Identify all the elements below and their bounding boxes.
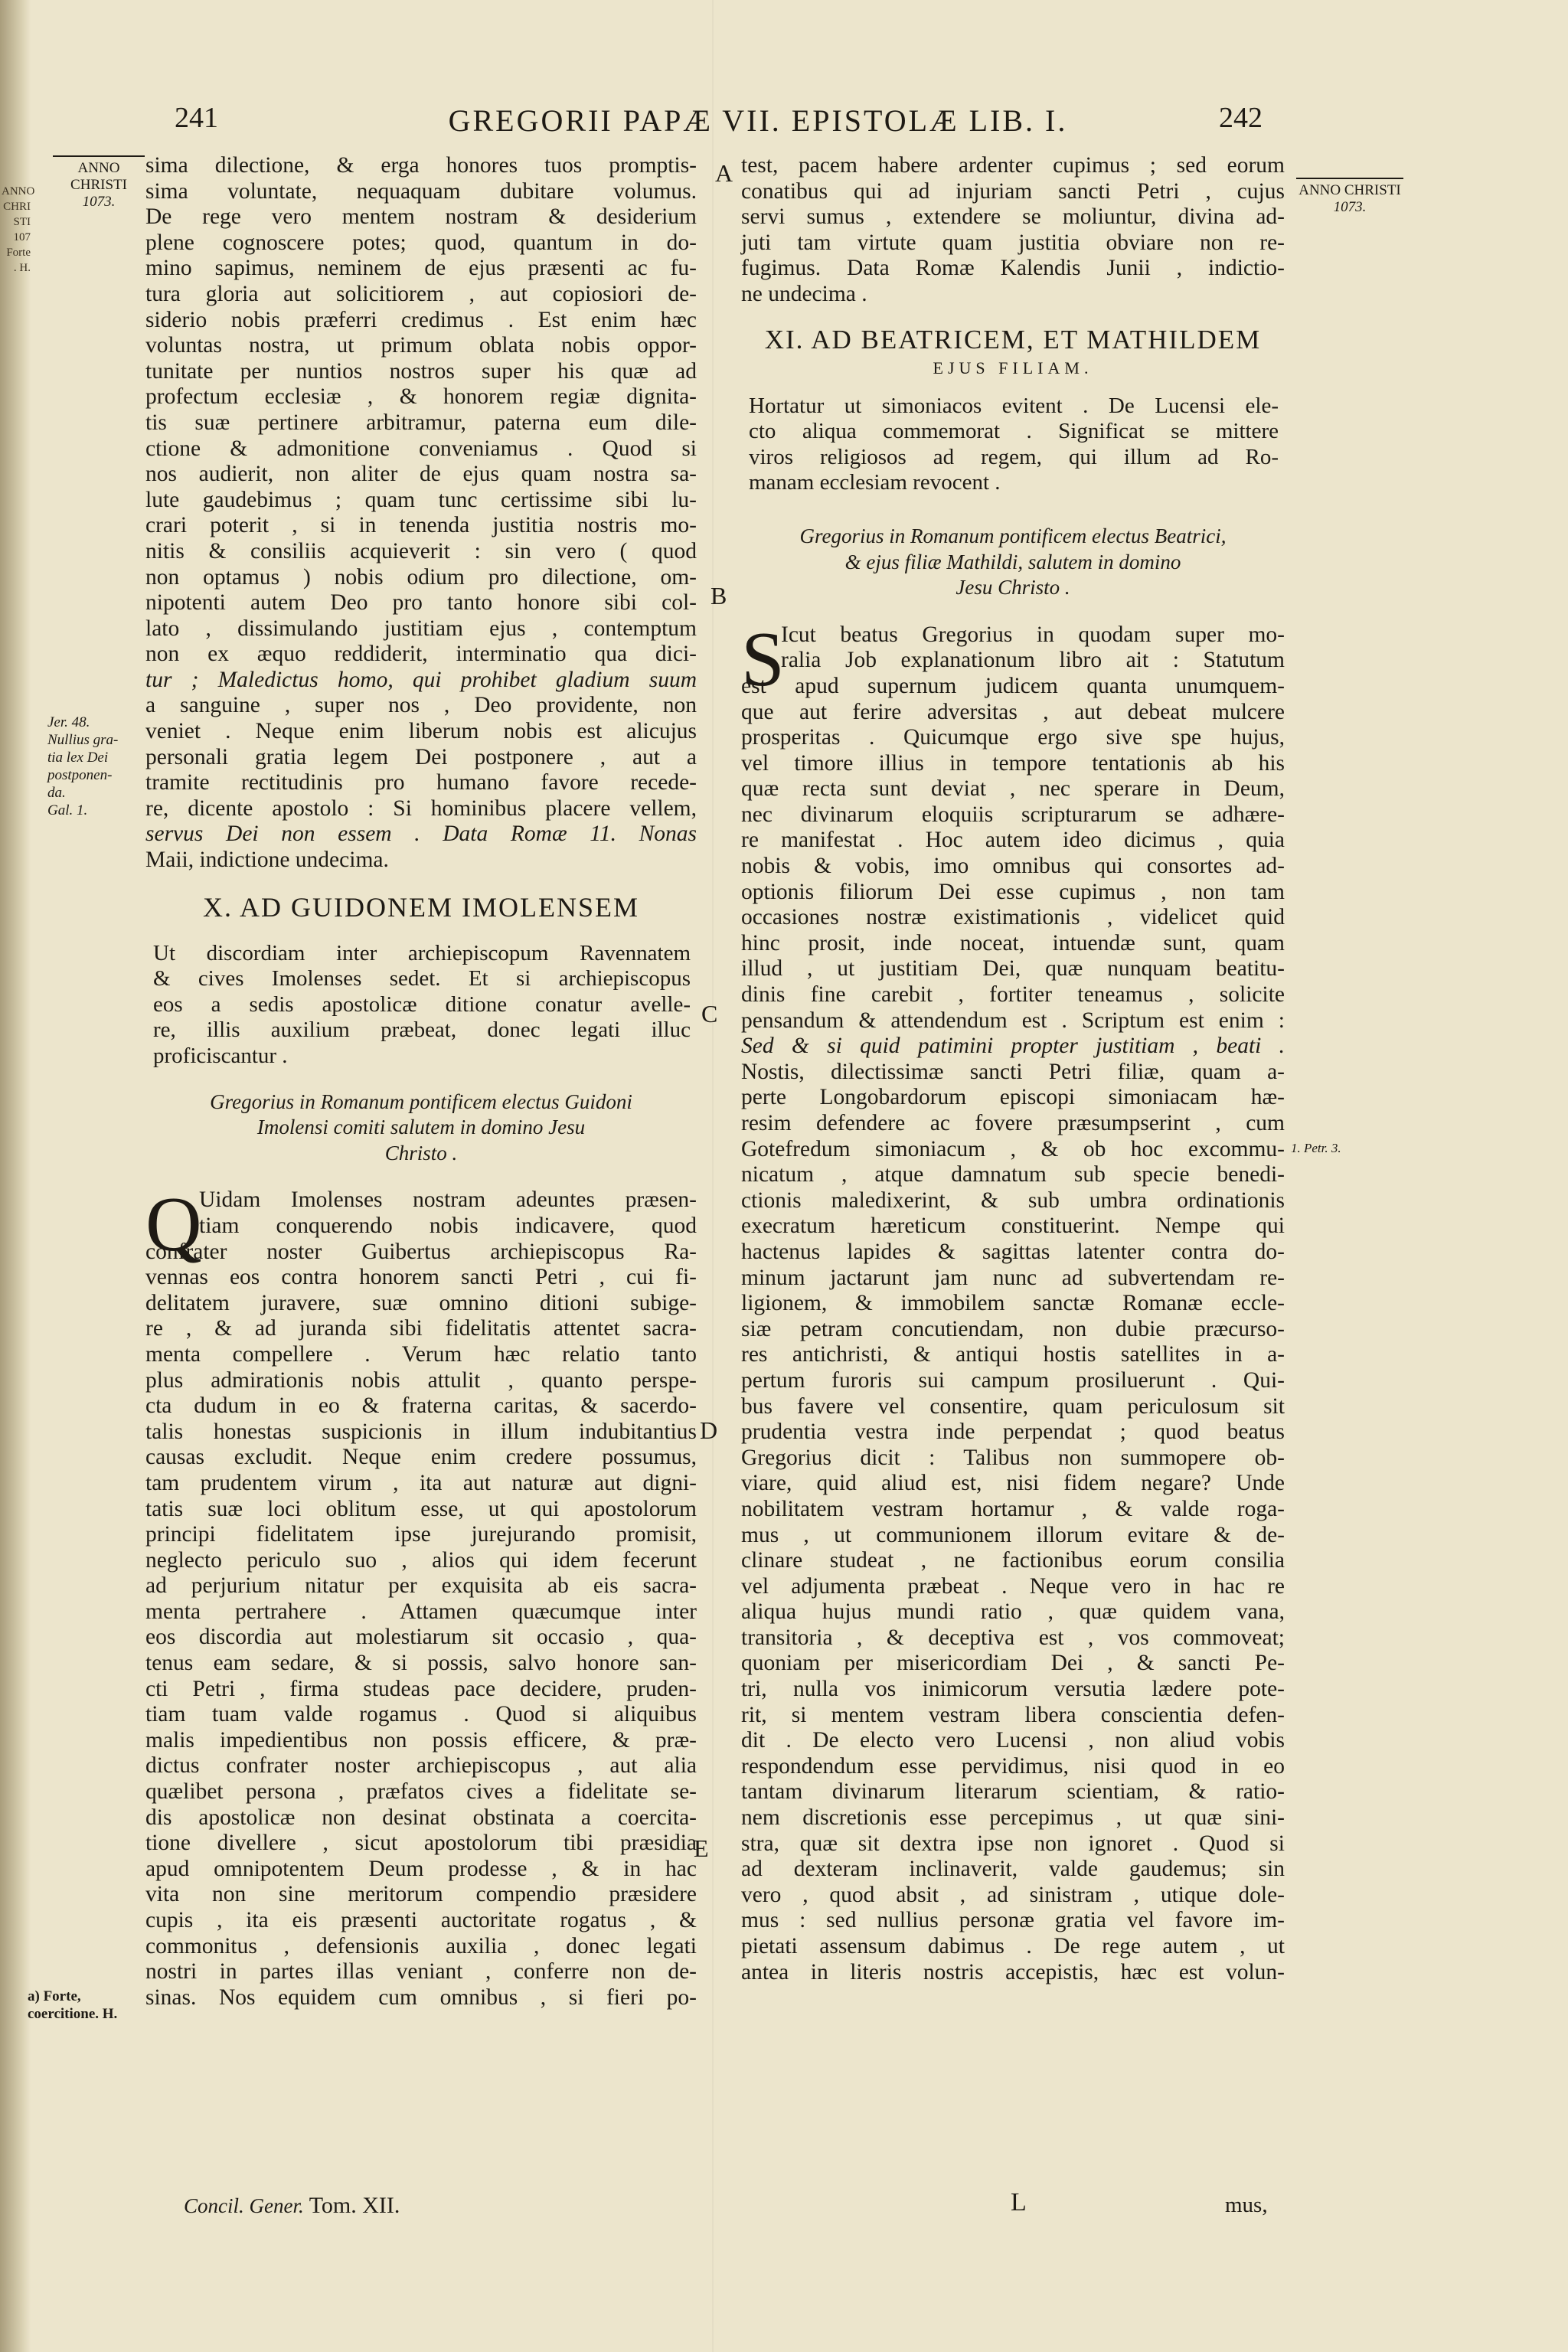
text-line: Nostis, dilectissimæ sancti Petri filiæ, quam a- xyxy=(741,1059,1285,1084)
text-line: plene cognoscere potes; quod, quantum in do- xyxy=(145,230,697,255)
summary-line: eos a sedis apostolicæ ditione conatur avelle- xyxy=(153,991,691,1017)
text-line: dis apostolicæ non desinat obstinata a coercita- xyxy=(145,1805,697,1830)
text-line: lato , dissimulando justitiam ejus , contemptum xyxy=(145,616,697,641)
text-line: sinas. Nos equidem cum omnibus , si fieri po- xyxy=(145,1984,697,2010)
salutation-line: & ejus filiæ Mathildi, salutem in domino xyxy=(844,550,1181,573)
right-column xyxy=(741,153,1285,1985)
text-line: vel adjumenta præbeat . Neque vero in hac re xyxy=(741,1573,1285,1599)
text-line: cti Petri , firma studeas pace decidere, pruden- xyxy=(145,1676,697,1701)
footer-signature-line xyxy=(184,2193,400,2219)
text-line: execratum hæreticum constituerint. Nempe qui xyxy=(741,1214,1285,1239)
text-line: confrater noster Guibertus archiepiscopus Ra- xyxy=(145,1239,697,1264)
text-line: ligionem, & immobilem sanctæ Romanæ eccle- xyxy=(741,1291,1285,1316)
text-line: re, dicente apostolo : Si hominibus placere vellem, xyxy=(145,795,697,821)
text-line: tri, nulla vos inimicorum versutia lædere pote- xyxy=(741,1677,1285,1702)
anno-right-marker xyxy=(1292,178,1407,216)
summary-line: & cives Imolenses sedet. Et si archiepiscopus xyxy=(153,966,691,991)
text-line: mus : sed nullius personæ gratia vel favore im- xyxy=(741,1908,1285,1933)
text-line: tam prudentem virum , ita aut naturæ aut digni- xyxy=(145,1470,697,1495)
text-line: principi fidelitatem ipse jurejurando promisit, xyxy=(145,1522,697,1547)
text-line: tura gloria aut solicitiorem , aut copiosiori de- xyxy=(145,281,697,306)
text-line: causas excludit. Neque enim credere possumus, xyxy=(145,1445,697,1470)
text-line: tenus eam sedare, & si possis, salvo honore san- xyxy=(145,1651,697,1676)
text-line: perte Longobardorum episcopi simoniacam hæ- xyxy=(741,1085,1285,1110)
text-line: pietati assensum dabimus . De rege autem , ut xyxy=(741,1934,1285,1958)
anno-right-year: 1073. xyxy=(1333,199,1367,215)
text-line: re , & ad juranda sibi fidelitatis attentet sacra- xyxy=(145,1316,697,1341)
letter-body-xi xyxy=(741,616,1285,1985)
text-line: occasiones nostræ existimationis , videlicet quid xyxy=(741,905,1285,930)
text-line: eos discordia aut molestiarum sit occasio , qua- xyxy=(145,1625,697,1650)
text-line: tiam tuam valde rogamus . Quod si aliquibus xyxy=(145,1702,697,1727)
salutation-line: Jesu Christo . xyxy=(956,576,1070,599)
salutation-line: Gregorius in Romanum pontificem electus Beatrici, xyxy=(799,524,1227,547)
text-line: hactenus lapides & sagittas latenter contra do- xyxy=(741,1239,1285,1264)
text-line: est apud supernum judicem quanta unumquem- xyxy=(741,673,1285,698)
text-line: prosperitas . Quicumque ergo sive spe hujus, xyxy=(741,725,1285,750)
text-line: Sed & si quid patimini propter justitiam , beati . xyxy=(741,1034,1285,1059)
text-line: vel timore illius in tempore tentationis ab his xyxy=(741,750,1285,776)
text-line: quæ recta sunt deviat , nec sperare in Deum, xyxy=(741,776,1285,802)
text-line: illud , ut justitiam Dei, quæ nunquam beatitu- xyxy=(741,956,1285,982)
text-line: resim defendere ac fovere præsumpserint , cum xyxy=(741,1111,1285,1135)
text-line: tis suæ pertinere arbitramur, paterna eum dile- xyxy=(145,410,697,435)
text-line: re manifestat . Hoc autem ideo dicimus , quia xyxy=(741,828,1285,853)
text-line: aliqua hujus mundi ratio , quæ quidem vana, xyxy=(741,1599,1285,1625)
text-line: nicatum , atque damnatum sub specie benedi- xyxy=(741,1162,1285,1187)
text-line: ctionis maledixerint, & sub umbra ordinationis xyxy=(741,1187,1285,1213)
text-line: res antichristi, & antiqui hostis satellites in a- xyxy=(741,1342,1285,1367)
section-letter-d: D xyxy=(700,1416,718,1444)
summary-line: viros religiosos ad regem, qui illum ad Ro- xyxy=(749,444,1279,469)
anno-right-label: ANNO CHRISTI xyxy=(1298,182,1401,198)
text-line: plus admirationis nobis attulit , quanto perspe- xyxy=(145,1367,697,1393)
text-line: talis honestas suspicionis in illum indubitantius xyxy=(145,1419,697,1444)
text-line: transitoria , & deceptiva est , vos commoveat; xyxy=(741,1625,1285,1650)
text-line: ad dexteram inclinaverit, valde gaudemus; sin xyxy=(741,1857,1285,1882)
text-line: pensandum & attendendum est . Scriptum est enim : xyxy=(741,1008,1285,1033)
text-line: rit, si mentem vestram libera conscientia defen- xyxy=(741,1702,1285,1727)
column-divider-shade xyxy=(712,0,714,2352)
text-line: personali gratia legem Dei postponere , aut a xyxy=(145,744,697,769)
text-line: a sanguine , super nos , Deo providente, non xyxy=(145,693,697,718)
text-line: servi sumus , extendere se moliuntur, divina ad- xyxy=(741,204,1285,230)
footer-tome: Tom. XII. xyxy=(309,2193,400,2218)
text-line: juti tam virtute quam justitia obviare non re- xyxy=(741,230,1285,255)
text-line: delitatem juravere, suæ omnino ditioni subige- xyxy=(145,1290,697,1315)
text-line: mino sapimus, neminem de ejus præsenti ac fu- xyxy=(145,256,697,281)
text-line: De rege vero mentem nostram & desiderium xyxy=(145,204,697,230)
section-letter-a: A xyxy=(715,159,733,187)
text-line: viare, quid aliud est, nisi fidem negare? Unde xyxy=(741,1471,1285,1496)
text-line: Gregorius dicit : Talibus non summopere ob- xyxy=(741,1445,1285,1470)
text-line: vero , quod absit , ad sinistram , utique dole- xyxy=(741,1882,1285,1907)
text-line: fugimus. Data Romæ Kalendis Junii , indictio- xyxy=(741,256,1285,281)
text-line: servus Dei non essem . Data Romæ 11. Nonas xyxy=(145,822,697,847)
anno-left-marker xyxy=(49,155,149,211)
right-opening-text xyxy=(741,153,1285,308)
text-line: respondendum esse pervidimus, nisi quod in eo xyxy=(741,1753,1285,1779)
salutation-line: Christo . xyxy=(384,1141,458,1165)
margin-note-petr: 1. Petr. 3. xyxy=(1291,1141,1341,1155)
text-line: ctione & admonitione conveniamus . Quod si xyxy=(145,436,697,461)
section-letter-b: B xyxy=(710,582,727,609)
page-number-left: 241 xyxy=(175,102,218,134)
book-gutter xyxy=(0,0,35,2352)
text-line: quælibet persona , præfatos cives a fidelitate se- xyxy=(145,1779,697,1805)
salutation-x xyxy=(145,1089,697,1167)
salutation-xi xyxy=(741,524,1285,601)
text-line: ad perjurium nitatur per exquisita ab eis sacra- xyxy=(145,1573,697,1599)
section-letter-e: E xyxy=(694,1834,709,1862)
left-column xyxy=(145,153,697,2011)
text-line: profectum ecclesiæ , & honorem regiæ dignita- xyxy=(145,384,697,410)
page-number-right: 242 xyxy=(1219,102,1263,134)
catchword: mus, xyxy=(1225,2193,1268,2217)
text-line: neglecto periculo suo , alios qui idem fecerunt xyxy=(145,1547,697,1573)
text-line: Maii, indictione undecima. xyxy=(145,848,389,873)
text-line: dit . De electo vero Lucensi , non aliud vobis xyxy=(741,1728,1285,1753)
letter-summary-x xyxy=(145,941,697,1070)
text-line: veniet . Neque enim liberum nobis est alicujus xyxy=(145,719,697,744)
text-line: sima voluntate, nequaquam dubitare volumus. xyxy=(145,178,697,204)
text-line: lute gaudebimus ; quam tunc certissime sibi lu- xyxy=(145,487,697,512)
running-title: GREGORII PAPÆ VII. EPISTOLÆ LIB. I. xyxy=(448,103,1068,138)
text-line: malis impedientibus non possis efficere, & præ- xyxy=(145,1727,697,1753)
drop-cap-s: S xyxy=(741,616,785,703)
text-line: cta dudum in eo & fraterna caritas, & sacerdo- xyxy=(145,1393,697,1419)
salutation-line: Imolensi comiti salutem in domino Jesu xyxy=(256,1116,586,1139)
text-line: menta compellere . Verum hæc relatio tanto xyxy=(145,1341,697,1367)
text-line: nipotenti autem Deo pro tanto honore sibi col- xyxy=(145,590,697,616)
text-line: nitis & consiliis acquieverit : sin vero ( quod xyxy=(145,538,697,564)
text-line: bus favere vel consentire, quam periculosum sit xyxy=(741,1393,1285,1419)
text-line: vita non sine meritorum compendio præsidere xyxy=(145,1882,697,1907)
text-line: ne undecima . xyxy=(741,281,867,306)
text-line: tantam divinarum literarum scientiam, & ratio- xyxy=(741,1779,1285,1805)
text-line: ralia Job explanationum libro ait : Statutum xyxy=(781,648,1285,673)
text-line: siderio nobis præferri credimus . Est enim hæc xyxy=(145,307,697,332)
text-line: prudentia vestra inde perpendat ; quod beatus xyxy=(741,1419,1285,1445)
text-line: dinis fine carebit , fortiter teneamus , solicite xyxy=(741,982,1285,1008)
margin-note-forte: a) Forte, coercitione. H. xyxy=(28,1988,118,2022)
text-line: nec divinarum eloquiis scripturarum se adhære- xyxy=(741,802,1285,827)
text-line: siæ petram concutiendam, non dubie præcurso- xyxy=(741,1316,1285,1341)
text-line: quoniam per misericordiam Dei , & sancti Pe- xyxy=(741,1651,1285,1676)
text-line: commonitus , defensionis auxilia , donec legati xyxy=(145,1933,697,1958)
text-line: test, pacem habere ardenter cupimus ; sed eorum xyxy=(741,153,1285,178)
text-line: cupis , ita eis præsenti auctoritate rogatus , & xyxy=(145,1908,697,1932)
summary-line: Ut discordiam inter archiepiscopum Ravennatem xyxy=(153,940,691,965)
letter-summary-xi xyxy=(741,394,1285,496)
text-line: menta pertrahere . Attamen quæcumque inter xyxy=(145,1599,697,1624)
text-line: nobilitatem vestram hortamur , & valde roga- xyxy=(741,1496,1285,1521)
text-line: clinare studeat , ne factionibus eorum consilia xyxy=(741,1548,1285,1573)
text-line: tiam conquerendo nobis indicavere, quod xyxy=(199,1213,697,1238)
anno-rule xyxy=(1296,178,1403,179)
drop-cap-q: Q xyxy=(145,1181,202,1269)
text-line: pertum furoris sui campum prosiluerunt . Qui- xyxy=(741,1367,1285,1393)
salutation-line: Gregorius in Romanum pontificem electus Guidoni xyxy=(210,1089,632,1113)
text-line: que aut ferire adversitas , aut debeat mulcere xyxy=(741,699,1285,724)
text-line: Icut beatus Gregorius in quodam super mo- xyxy=(781,622,1285,647)
text-line: minum jactarunt jam nunc ad subvertendam re- xyxy=(741,1265,1285,1290)
text-line: tunitate per nuntios nostros super his quæ ad xyxy=(145,358,697,384)
text-line: tramite rectitudinis pro humano favore recede- xyxy=(145,770,697,795)
signature-mark: L xyxy=(1011,2188,1031,2216)
anno-left-year: 1073. xyxy=(82,194,116,210)
section-letter-c: C xyxy=(701,1000,718,1027)
summary-line: Hortatur ut simoniacos evitent . De Lucensi ele- xyxy=(749,393,1279,418)
text-line: tione divellere , sicut apostolorum tibi præsidia xyxy=(145,1831,697,1856)
letter-heading-xi: XI. AD BEATRICEM, ET MATHILDEM xyxy=(764,324,1262,354)
text-line: hinc prosit, inde noceat, intuendæ sunt, quam xyxy=(741,930,1285,956)
text-line: sima dilectione, & erga honores tuos promptis- xyxy=(145,153,697,178)
text-line: voluntas nostra, ut primum oblata nobis oppor- xyxy=(145,333,697,358)
summary-line: cto aliqua commemorat . Significat se mittere xyxy=(749,419,1279,444)
left-opening-text xyxy=(145,153,697,874)
text-line: optionis filiorum Dei esse cupimus , non tam xyxy=(741,879,1285,904)
text-line: nos audierit, non aliter de ejus quam nostra sa- xyxy=(145,462,697,487)
text-line: nostri in partes illas veniant , conferre non de- xyxy=(145,1959,697,1984)
anno-left-label: ANNO CHRISTI xyxy=(70,160,127,193)
text-line: tur ; Maledictus homo, qui prohibet gladium suum xyxy=(145,667,697,692)
text-line: dictus confrater noster archiepiscopus , aut alia xyxy=(145,1753,697,1779)
text-line: nobis & vobis, imo omnibus qui consortes ad- xyxy=(741,854,1285,879)
anno-rule xyxy=(53,155,145,157)
text-line: conatibus qui ad injuriam sancti Petri , cujus xyxy=(741,178,1285,204)
text-line: tatis suæ loci oblitum esse, ut qui apostolorum xyxy=(145,1496,697,1521)
text-line: Gotefredum simoniacum , & ob hoc excommu- xyxy=(741,1136,1285,1161)
letter-heading-x: X. AD GUIDONEM IMOLENSEM xyxy=(203,891,639,923)
letter-body-x xyxy=(145,1181,697,2011)
letter-subheading-xi: EJUS FILIAM. xyxy=(933,358,1093,377)
text-line: Uidam Imolenses nostram adeuntes præsen- xyxy=(199,1187,697,1213)
text-line: nem discretionis esse percepimus , ut quæ sini- xyxy=(741,1805,1285,1831)
previous-page-margin-fragment: ANNO CHRI STI 107 Forte . H. xyxy=(2,185,35,274)
text-line: antea in literis nostris accepistis, hæc est volun- xyxy=(741,1959,1285,1984)
text-line: non ex æquo reddiderit, interminatio qua dici- xyxy=(145,642,697,667)
margin-note-jeremiah: Jer. 48. Nullius gra- tia lex Dei postponen- da. Gal. 1. xyxy=(47,714,119,818)
summary-line: manam ecclesiam revocent . xyxy=(749,470,1001,495)
summary-line: proficiscantur . xyxy=(153,1044,288,1068)
text-line: apud omnipotentem Deum prodesse , & in hac xyxy=(145,1856,697,1881)
footer-concil: Concil. Gener. xyxy=(184,2194,304,2217)
text-line: vennas eos contra honorem sancti Petri , cui fi- xyxy=(145,1265,697,1290)
text-line: non optamus ) nobis odium pro dilectione, om- xyxy=(145,564,697,590)
text-line: crari poterit , si in tenenda justitia nostris mo- xyxy=(145,513,697,538)
text-line: mus , ut communionem illorum evitare & de- xyxy=(741,1522,1285,1547)
summary-line: re, illis auxilium præbeat, donec legati illuc xyxy=(153,1018,691,1043)
text-line: stra, quæ sit dextra ipse non ignoret . Quod si xyxy=(741,1831,1285,1856)
